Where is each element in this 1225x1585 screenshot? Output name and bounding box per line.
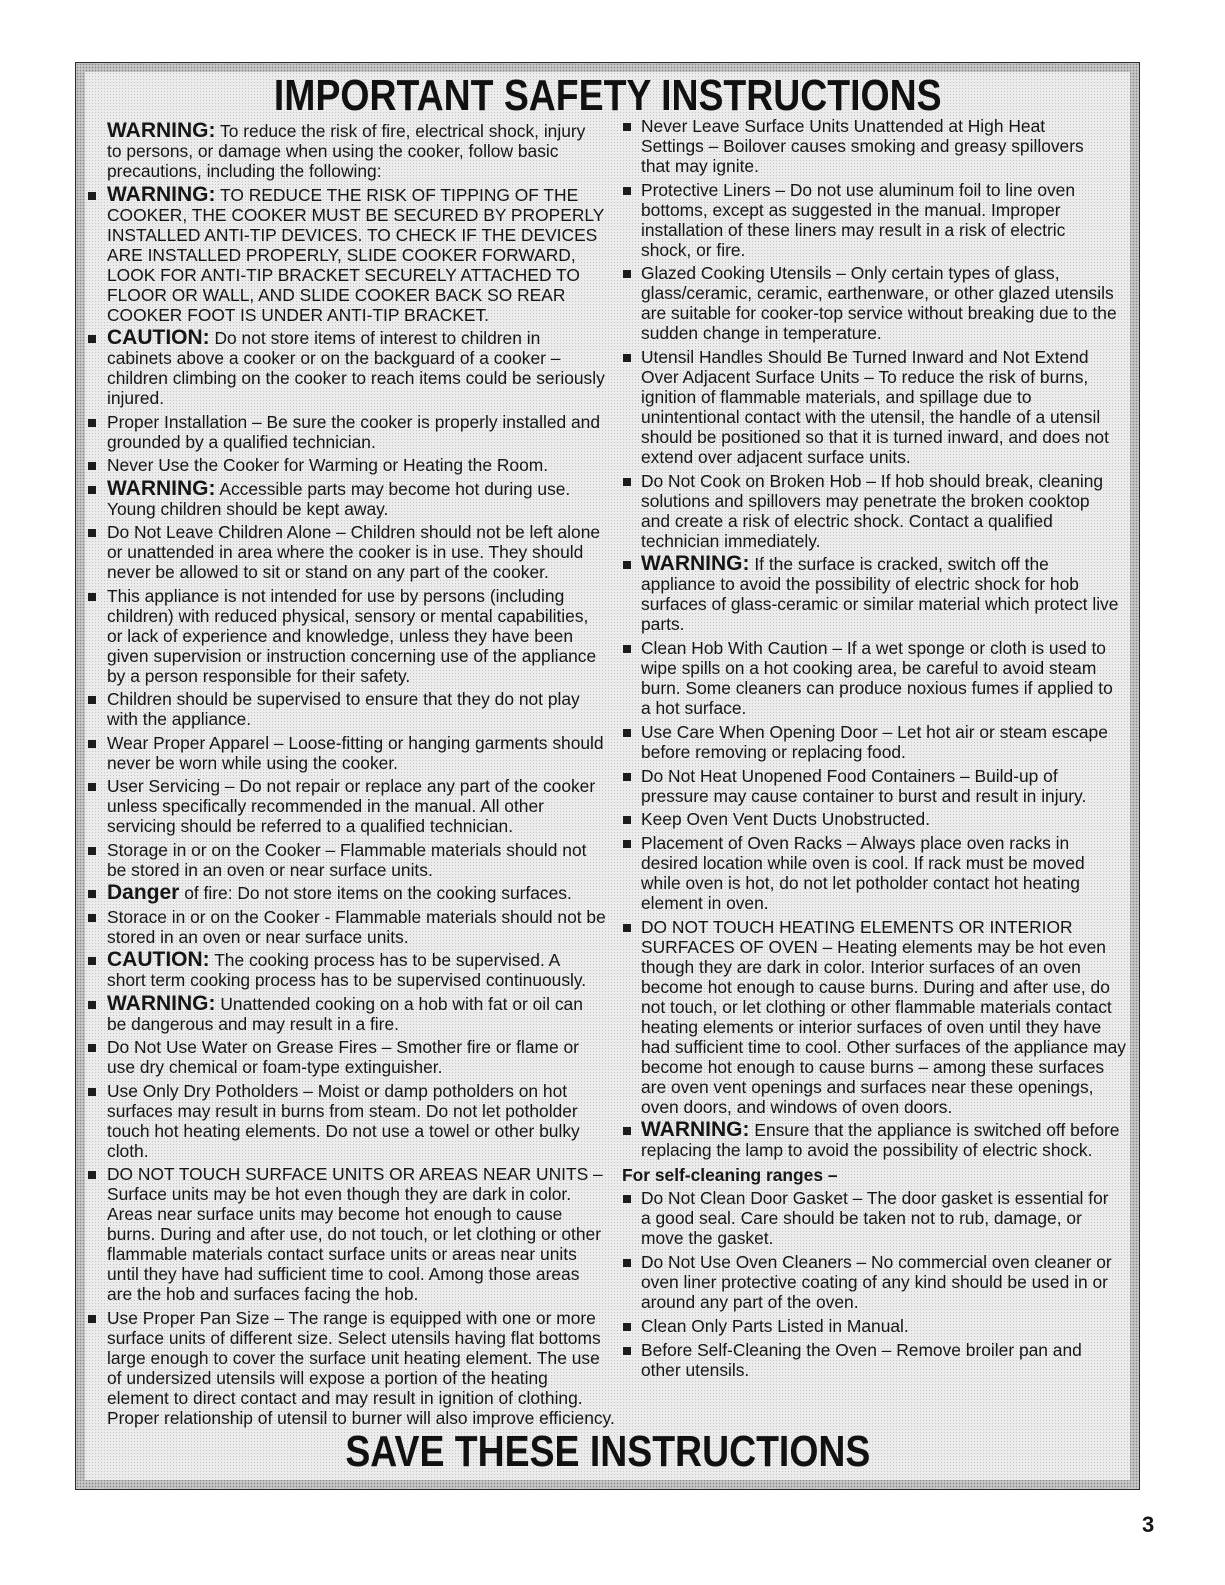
bullet-icon bbox=[88, 593, 96, 601]
safety-item-body: Ensure that the appliance is switched off before replacing the lamp to avoid the possibility of electric shock. bbox=[641, 1120, 1120, 1161]
warning-label: WARNING: bbox=[107, 182, 216, 206]
bullet-icon bbox=[623, 773, 631, 781]
safety-item-text: Use Care When Opening Door – Let hot air or steam escape before removing or replacing food. bbox=[641, 721, 1108, 762]
safety-item bbox=[622, 1120, 1135, 1160]
safety-item-text bbox=[641, 554, 1135, 634]
safety-item bbox=[622, 180, 1135, 260]
safety-item-text: Use Only Dry Potholders – Moist or damp potholders on hot surfaces may result in burns from steam. Do not let potholder touch hot heating elements. Do not use a towel or other bulky cloth. bbox=[107, 1080, 580, 1161]
safety-item bbox=[622, 766, 1135, 806]
bullet-icon bbox=[88, 1001, 96, 1009]
danger-label: Danger bbox=[107, 881, 180, 904]
safety-item bbox=[88, 776, 620, 836]
caution-label: CAUTION: bbox=[107, 948, 210, 971]
safety-item bbox=[88, 476, 620, 519]
bullet-icon bbox=[623, 561, 631, 569]
footer-title bbox=[75, 1427, 1140, 1476]
warning-label: WARNING: bbox=[107, 476, 216, 500]
safety-item-text: Before Self-Cleaning the Oven – Remove broiler pan and other utensils. bbox=[641, 1339, 1082, 1380]
safety-item bbox=[88, 586, 620, 686]
safety-item-text: Do Not Use Oven Cleaners – No commercial oven cleaner or oven liner protective coating of any kind should be used in or around any part of the oven. bbox=[641, 1252, 1112, 1313]
safety-item bbox=[622, 347, 1135, 467]
safety-item-text: Proper Installation – Be sure the cooker is properly installed and grounded by a qualified technician. bbox=[107, 411, 601, 452]
bullet-icon bbox=[88, 957, 96, 965]
bullet-icon bbox=[88, 847, 96, 855]
warning-label: WARNING: bbox=[641, 552, 750, 576]
safety-item-body: TO REDUCE THE RISK OF TIPPING OF THE COOKER, THE COOKER MUST BE SECURED BY PROPERLY INSTALLED ANTI-TIP DEVICES. TO CHECK IF THE DEVICES ARE INSTALLED PROPERLY, SLIDE COOKER FORWARD, LOOK FOR ANTI-TIP BRACKET SECURELY ATTACHED TO FLOOR OR WALL, AND SLIDE COOKER BACK SO REAR COOKER FOOT IS UNDER ANTI-TIP BRACKET. bbox=[107, 184, 605, 325]
safety-item bbox=[622, 638, 1135, 718]
bullet-icon bbox=[623, 816, 631, 824]
safety-item-text: Do Not Leave Children Alone – Children should not be left alone or unattended in area where the cooker is in use. They should never be allowed to sit or stand on any part of the cooker. bbox=[107, 522, 601, 582]
left-column bbox=[88, 121, 620, 1428]
safety-item bbox=[88, 907, 620, 947]
page-number: 3 bbox=[1142, 1512, 1155, 1537]
right-column bbox=[622, 116, 1135, 1380]
safety-item-text: Clean Only Parts Listed in Manual. bbox=[641, 1315, 909, 1336]
safety-item bbox=[622, 722, 1135, 762]
bullet-icon bbox=[623, 1259, 631, 1267]
safety-item bbox=[88, 883, 620, 903]
bullet-icon bbox=[623, 924, 631, 932]
bullet-icon bbox=[623, 187, 631, 195]
safety-item-body: Do not store items of interest to children in cabinets above a cooker or on the backguard of a cooker – children climbing on the cooker to reach items could be seriously injured. bbox=[107, 328, 605, 408]
safety-item bbox=[88, 1164, 620, 1304]
safety-item-text bbox=[107, 883, 620, 903]
safety-item bbox=[88, 182, 620, 325]
safety-item bbox=[88, 1081, 620, 1161]
safety-item-text: Protective Liners – Do not use aluminum foil to line oven bottoms, except as suggested in the manual. Improper installation of these liners may result in a risk of electric shock, or fire. bbox=[641, 179, 1076, 260]
bullet-icon bbox=[623, 354, 631, 362]
safety-item-text: This appliance is not intended for use by persons (including children) with reduced physical, sensory or mental capabilities, or lack of experience and knowledge, unless they have been given supervision or instruction concerning use of the appliance by a person responsible for their safety. bbox=[107, 585, 597, 686]
safety-item-body: Unattended cooking on a hob with fat or oil can be dangerous and may result in a fire. bbox=[107, 993, 583, 1034]
safety-item bbox=[622, 554, 1135, 634]
safety-item-text bbox=[107, 182, 620, 325]
safety-item-text: Clean Hob With Caution – If a wet sponge or cloth is used to wipe spills on a hot cooking area, be careful to avoid steam burn. Some cleaners can produce noxious fumes if applied to a hot surface. bbox=[641, 638, 1113, 719]
safety-item-text: Children should be supervised to ensure that they do not play with the appliance. bbox=[107, 689, 580, 729]
bullet-icon bbox=[88, 335, 96, 343]
bullet-icon bbox=[88, 740, 96, 748]
bullet-icon bbox=[88, 914, 96, 922]
safety-item-text: DO NOT TOUCH HEATING ELEMENTS OR INTERIOR SURFACES OF OVEN – Heating elements may be hot even though they are dark in color. Interior surfaces of an oven become hot enough to cause burns. During and after use, do not touch, or let clothing or other flammable materials contact heating elements or interior surfaces of oven until they have had sufficient time to cool. Other surfaces of the appliance may become hot enough to cause burns – among these surfaces are oven vent openings and surfaces near these openings, oven doors, and windows of oven doors. bbox=[641, 916, 1126, 1117]
safety-item-text: Do Not Cook on Broken Hob – If hob should break, cleaning solutions and spillovers may penetrate the broken cooktop and create a risk of electric shock. Contact a qualified technician immediately. bbox=[641, 470, 1104, 551]
bullet-icon bbox=[88, 419, 96, 427]
safety-item bbox=[622, 809, 1135, 829]
safety-item bbox=[88, 950, 620, 990]
safety-item-text: Never Use the Cooker for Warming or Heating the Room. bbox=[107, 455, 549, 475]
safety-item bbox=[88, 991, 620, 1034]
safety-item bbox=[622, 1316, 1135, 1336]
warning-label: WARNING: bbox=[107, 119, 216, 142]
safety-item-text bbox=[107, 991, 620, 1034]
safety-item bbox=[88, 328, 620, 408]
section-heading: For self-cleaning ranges – bbox=[622, 1164, 838, 1185]
safety-item bbox=[622, 263, 1135, 343]
safety-item-text bbox=[107, 950, 620, 990]
safety-item bbox=[622, 116, 1135, 176]
bullet-icon bbox=[88, 1044, 96, 1052]
safety-item-text: Do Not Heat Unopened Food Containers – Build-up of pressure may cause container to burst and result in injury. bbox=[641, 765, 1087, 806]
page-title-text: IMPORTANT SAFETY INSTRUCTIONS bbox=[273, 71, 942, 120]
bullet-icon bbox=[88, 696, 96, 704]
safety-item-text bbox=[641, 1120, 1135, 1160]
safety-item bbox=[622, 471, 1135, 551]
safety-item-text: DO NOT TOUCH SURFACE UNITS OR AREAS NEAR UNITS – Surface units may be hot even though they are dark in color. Areas near surface units may become hot enough to cause burns. During and after use, do not touch, or let clothing or other flammable materials contact surface units or areas near units until they have had sufficient time to cool. Among those areas are the hob and surfaces facing the hob. bbox=[107, 1164, 603, 1304]
intro-body: To reduce the risk of fire, electrical shock, injury to persons, or damage when using the cooker, follow basic precautions, including the following: bbox=[107, 121, 586, 181]
safety-item-text: Placement of Oven Racks – Always place oven racks in desired location while oven is cool. If rack must be moved while oven is hot, do not let potholder contact hot heating element in oven. bbox=[641, 832, 1085, 913]
safety-item-text: User Servicing – Do not repair or replace any part of the cooker unless specifically recommended in the manual. All other servicing should be referred to a qualified technician. bbox=[107, 776, 596, 836]
safety-item-text: Storage in or on the Cooker – Flammable materials should not be stored in an oven or near surface units. bbox=[107, 839, 587, 880]
safety-item-text: Use Proper Pan Size – The range is equipped with one or more surface units of different size. Select utensils having flat bottoms large enough to cover the surface unit heating element. The use of undersized utensils will expose a portion of the heating element to direct contact and may result in ignition of clothing. Proper relationship of utensil to burner will also improve efficiency. bbox=[107, 1307, 615, 1428]
safety-item-text bbox=[107, 476, 620, 519]
bullet-icon bbox=[88, 462, 96, 470]
safety-item-text: Do Not Use Water on Grease Fires – Smother fire or flame or use dry chemical or foam-type extinguisher. bbox=[107, 1037, 579, 1077]
safety-item-text: Wear Proper Apparel – Loose-fitting or hanging garments should never be worn while using the cooker. bbox=[107, 732, 604, 773]
safety-item-body: of fire: Do not store items on the cooking surfaces. bbox=[184, 883, 572, 903]
warning-label: WARNING: bbox=[641, 1118, 750, 1142]
bullet-icon bbox=[88, 1315, 96, 1323]
safety-item-text: Utensil Handles Should Be Turned Inward and Not Extend Over Adjacent Surface Units – To reduce the risk of burns, ignition of flammable materials, and spillage due to unintentional contact with the utensil, the handle of a utensil should be positioned so that it is turned inward, and does not extend over adjacent surface units. bbox=[641, 347, 1109, 468]
bullet-icon bbox=[623, 1323, 631, 1331]
safety-item-body: Accessible parts may become hot during use. Young children should be kept away. bbox=[107, 478, 571, 519]
bullet-icon bbox=[88, 192, 96, 200]
safety-item bbox=[622, 833, 1135, 913]
safety-item bbox=[622, 1252, 1135, 1312]
bullet-icon bbox=[88, 486, 96, 494]
safety-item-text: Do Not Clean Door Gasket – The door gasket is essential for a good seal. Care should be taken not to rub, damage, or move the gasket. bbox=[641, 1188, 1109, 1249]
safety-item-text: Never Leave Surface Units Unattended at High Heat Settings – Boilover causes smoking and greasy spillovers that may ignite. bbox=[641, 116, 1084, 176]
warning-label: WARNING: bbox=[107, 991, 216, 1015]
bullet-icon bbox=[623, 478, 631, 486]
bullet-icon bbox=[88, 783, 96, 791]
intro-text bbox=[107, 121, 620, 181]
safety-item bbox=[88, 1037, 620, 1077]
safety-item bbox=[622, 1340, 1135, 1380]
footer-title-text: SAVE THESE INSTRUCTIONS bbox=[344, 1427, 871, 1476]
safety-item bbox=[88, 733, 620, 773]
safety-item-text: Storace in or on the Cooker - Flammable materials should not be stored in an oven or near surface units. bbox=[107, 906, 606, 947]
bullet-icon bbox=[623, 123, 631, 131]
bullet-icon bbox=[623, 840, 631, 848]
safety-item-text: Keep Oven Vent Ducts Unobstructed. bbox=[641, 809, 931, 830]
intro-warning bbox=[88, 121, 620, 181]
caution-label: CAUTION: bbox=[107, 326, 210, 349]
safety-item bbox=[88, 455, 620, 475]
bullet-icon bbox=[623, 270, 631, 278]
safety-item bbox=[622, 1188, 1135, 1248]
page-title bbox=[75, 71, 1140, 120]
safety-item-body: If the surface is cracked, switch off the appliance to avoid the possibility of electric shock for hob surfaces of glass-ceramic or similar material which protect live parts. bbox=[641, 554, 1119, 635]
bullet-icon bbox=[623, 645, 631, 653]
safety-item bbox=[88, 1308, 620, 1428]
bullet-icon bbox=[623, 1127, 631, 1135]
safety-item bbox=[88, 522, 620, 582]
safety-item-body: The cooking process has to be supervised. A short term cooking process has to be supervised continuously. bbox=[107, 950, 587, 990]
safety-item bbox=[88, 412, 620, 452]
safety-item bbox=[88, 840, 620, 880]
bullet-icon bbox=[623, 729, 631, 737]
bullet-icon bbox=[88, 1171, 96, 1179]
bullet-icon bbox=[88, 890, 96, 898]
safety-item bbox=[622, 917, 1135, 1117]
safety-item-text bbox=[107, 328, 620, 408]
safety-item-text: Glazed Cooking Utensils – Only certain types of glass, glass/ceramic, ceramic, earthenware, or other glazed utensils are suitable for cooker-top service without breaking due to the sudden change in temperature. bbox=[641, 263, 1117, 344]
bullet-icon bbox=[623, 1347, 631, 1355]
bullet-icon bbox=[88, 1088, 96, 1096]
bullet-icon bbox=[88, 529, 96, 537]
safety-item bbox=[88, 689, 620, 729]
bullet-icon bbox=[623, 1195, 631, 1203]
